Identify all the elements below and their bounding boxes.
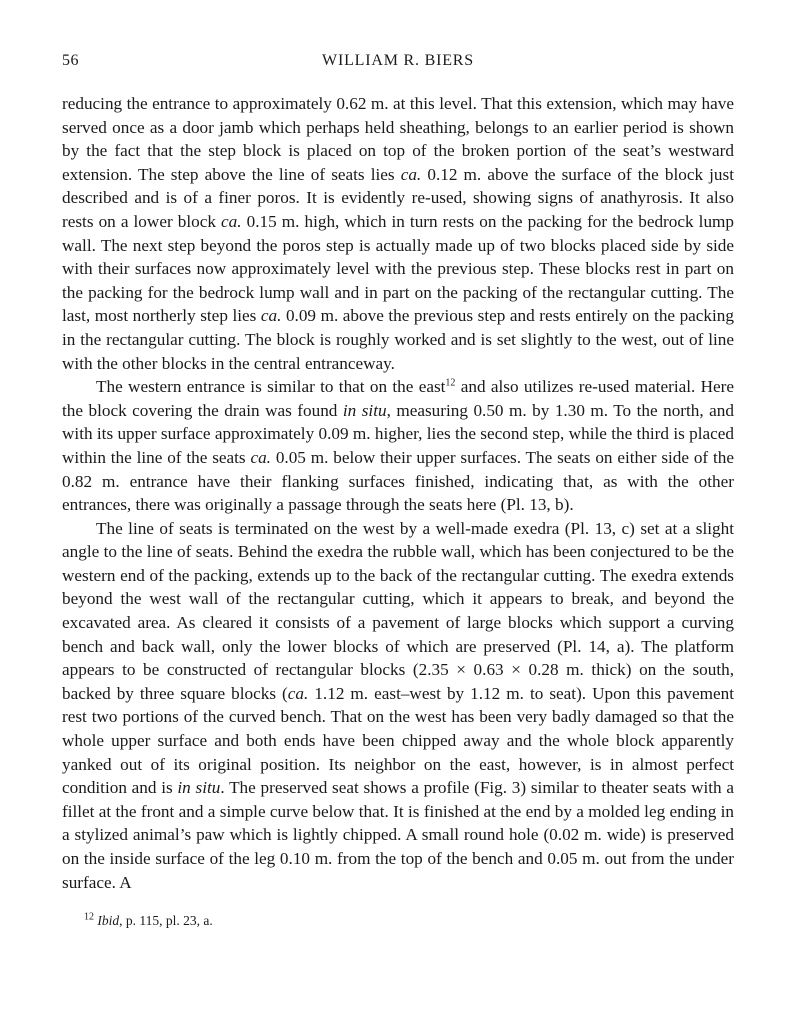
italic-text: in situ [342, 400, 387, 420]
text-run: 0.15 m. high, which in turn rests on the packing for the bedrock lump wall. The next step beyond the poros step is actually made up of two blocks placed side by side with their surfaces now approximately level with the previous step. These blocks rest in part on the packing for the bedrock lump wall and in part on the packing of the rectangular cutting. The last, most northerly step lies [62, 211, 735, 326]
italic-text: ca. [260, 306, 282, 326]
italic-text: in situ [177, 778, 221, 798]
text-run: The western entrance is similar to that on the east [96, 377, 446, 397]
text-run: The line of seats is terminated on the west by a well-made exedra (Pl. 13, c) set at a slight angle to the line of seats. Behind the exedra the rubble wall, which has been conjectured to be the western end of the packing, extends up to the back of the rectangular cutting. The exedra extends beyond the west wall of the rectangular cutting, which it appears to break, and beyond the excavated area. As cleared it consists of a pavement of large blocks which support a curving bench and back wall, only the lower blocks of which are preserved (Pl. 14, a). The platform appears to be constructed of rectangular blocks (2.35 × 0.63 × 0.28 m. thick) on the south, backed by three square blocks ( [62, 518, 734, 703]
footnote-ref: 12 [84, 911, 94, 923]
text-run: and also utilizes re-used material. Here the block covering the drain was found [62, 377, 735, 420]
body-text [62, 92, 734, 894]
paragraph-1 [62, 92, 734, 375]
italic-text: ca. [250, 447, 271, 467]
text-run: . The preserved seat shows a profile (Fig. 3) similar to theater seats with a fillet at the front and a simple curve below that. It is finished at the end by a molded leg ending in a stylized animal’s paw which is lightly chipped. A small round hole (0.02 m. wide) is preserved on the inside surface of the leg 0.10 m. from the top of the bench and 0.05 m. out from the under surface. A [62, 778, 734, 892]
text-run: 1.12 m. east–west by 1.12 m. to seat). Upon this pavement rest two portions of the curved bench. That on the west has been very badly damaged so that the whole upper surface and both ends have been chipped away and the whole block apparently yanked out of its original position. Its neighbor on the east, however, is in almost perfect condition and is [62, 683, 734, 798]
paragraph-2 [62, 375, 734, 517]
page-number: 56 [62, 52, 79, 69]
text-run: , measuring 0.50 m. by 1.30 m. To the north, and with its upper surface approximately 0.09 m. higher, lies the second step, while the third is placed within the line of the seats [62, 400, 734, 467]
running-head: WILLIAM R. BIERS [322, 52, 474, 69]
paragraph-3 [62, 517, 734, 895]
text-run: , p. 115, pl. 23, a. [119, 913, 213, 929]
italic-text: ca. [221, 211, 242, 231]
text-run: 0.12 m. above the surface of the block just described and is of a finer poros. It is evidently re-used, showing signs of anathyrosis. It also rests on a lower block [62, 164, 734, 231]
italic-text: Ibid [97, 913, 120, 929]
text-run: 0.09 m. above the previous step and rests entirely on the packing in the rectangular cutting. The block is roughly worked and is set slightly to the west, out of line with the other blocks in the central entranceway. [62, 306, 734, 373]
italic-text: ca. [400, 164, 422, 184]
text-run: 0.05 m. below their upper surfaces. The seats on either side of the 0.82 m. entrance have their flanking surfaces finished, indicating that, as with the other entrances, there was originally a passage through the seats here (Pl. 13, b). [62, 447, 734, 515]
footnote-12 [84, 912, 734, 930]
footnotes [62, 912, 734, 930]
journal-page [62, 52, 734, 930]
italic-text: ca. [287, 683, 309, 703]
footnote-ref: 12 [445, 377, 456, 389]
page-header [62, 52, 734, 78]
text-run: reducing the entrance to approximately 0.62 m. at this level. That this extension, which may have served once as a door jamb which perhaps held sheathing, belongs to an earlier period is shown by the fact that the step block is placed on top of the broken portion of the seat’s westward extension. The step above the line of seats lies [62, 94, 734, 184]
